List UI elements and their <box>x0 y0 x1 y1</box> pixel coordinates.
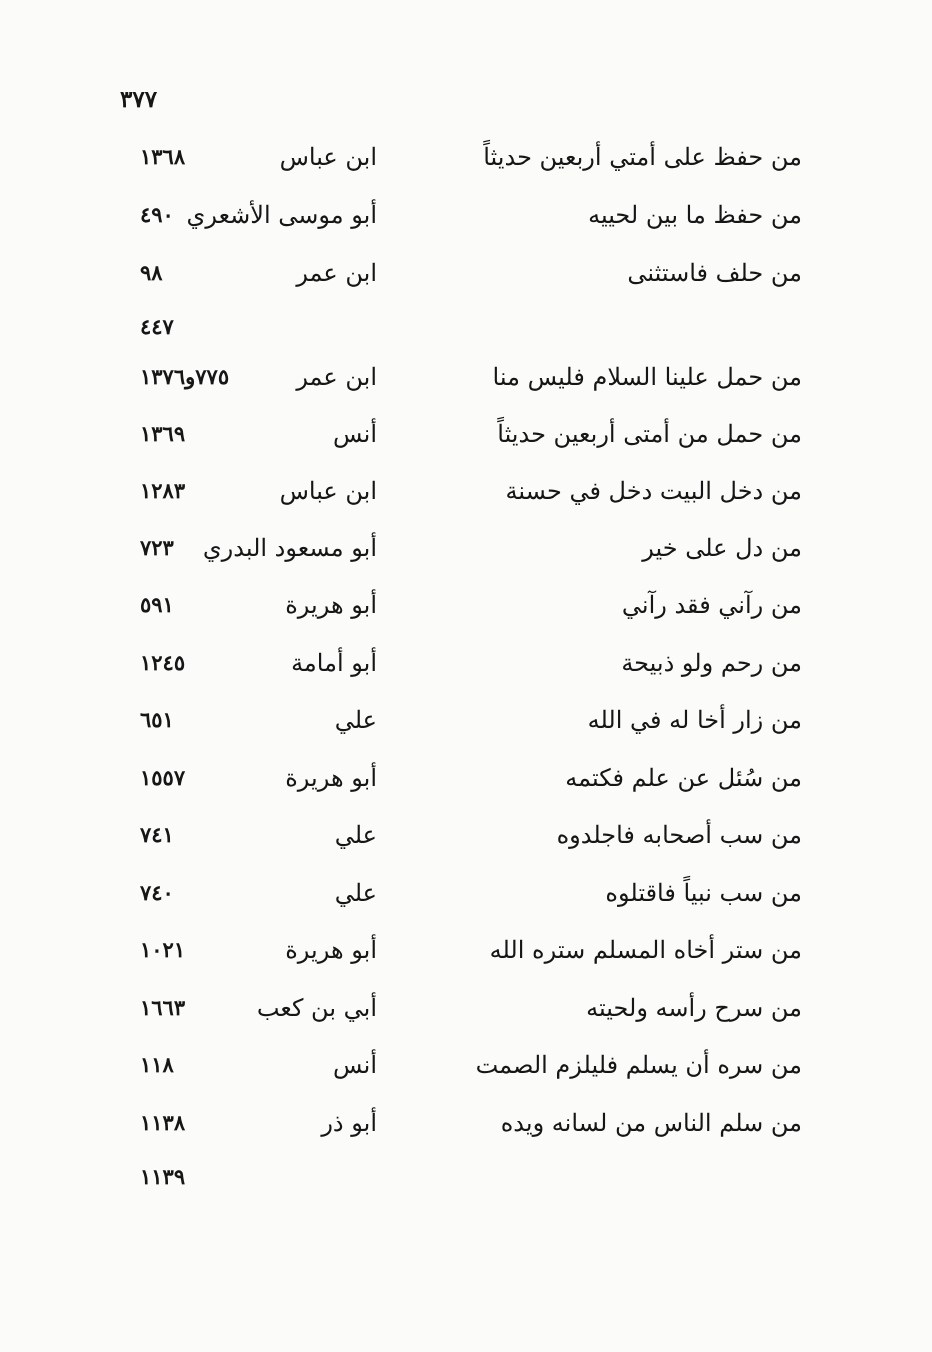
index-entry <box>0 186 932 244</box>
index-entry <box>0 1148 932 1206</box>
index-entry <box>0 864 932 922</box>
hadith-text: من رآني فقد رآني <box>621 591 802 619</box>
reference-number: ١٦٦٣ <box>140 995 186 1020</box>
index-entry <box>0 1094 932 1152</box>
index-entry <box>0 979 932 1037</box>
reference-number: ٧٧٥و١٣٧٦ <box>140 364 230 389</box>
hadith-text: من سلم الناس من لسانه ويده <box>500 1109 802 1137</box>
hadith-text: من دل على خير <box>642 534 802 562</box>
reference-number: ١١٣٨ <box>140 1110 186 1135</box>
index-entry <box>0 576 932 634</box>
hadith-text: من دخل البيت دخل في حسنة <box>505 477 802 505</box>
narrator-name: أبو هريرة <box>285 591 377 619</box>
reference-number: ١٢٤٥ <box>140 650 186 675</box>
reference-number: ١١٨ <box>140 1052 174 1077</box>
index-entry <box>0 691 932 749</box>
index-entry <box>0 634 932 692</box>
hadith-text: من سره أن يسلم فليلزم الصمت <box>475 1051 802 1079</box>
index-entry <box>0 405 932 463</box>
narrator-name: ابن عمر <box>296 363 377 391</box>
hadith-text: من سب نبياً فاقتلوه <box>605 879 802 907</box>
hadith-text: من حمل علينا السلام فليس منا <box>492 363 802 391</box>
narrator-name: أبي بن كعب <box>256 994 377 1022</box>
hadith-text: من حفظ على أمتي أربعين حديثاً <box>483 143 802 171</box>
reference-number: ١٣٦٩ <box>140 421 186 446</box>
reference-number: ٩٨ <box>140 260 163 285</box>
reference-number: ٤٤٧ <box>140 314 174 339</box>
index-entry <box>0 519 932 577</box>
narrator-name: علي <box>334 706 377 734</box>
index-entry <box>0 244 932 302</box>
reference-number: ٧٤١ <box>140 822 174 847</box>
reference-number: ١٥٥٧ <box>140 765 186 790</box>
hadith-text: من ستر أخاه المسلم ستره الله <box>489 936 802 964</box>
index-entry <box>0 348 932 406</box>
hadith-text: من زار أخا له في الله <box>587 706 802 734</box>
reference-number: ١٠٢١ <box>140 937 186 962</box>
reference-number: ٤٩٠ <box>140 202 174 227</box>
narrator-name: أبو هريرة <box>285 936 377 964</box>
hadith-text: من سب أصحابه فاجلدوه <box>556 821 802 849</box>
index-entry <box>0 128 932 186</box>
hadith-text: من سرح رأسه ولحيته <box>586 994 802 1022</box>
reference-number: ٦٥١ <box>140 707 174 732</box>
index-entry <box>0 462 932 520</box>
hadith-text: من سُئل عن علم فكتمه <box>565 764 802 792</box>
reference-number: ٧٤٠ <box>140 880 174 905</box>
hadith-text: من رحم ولو ذبيحة <box>621 649 802 677</box>
narrator-name: أبو هريرة <box>285 764 377 792</box>
hadith-text: من حمل من أمتى أربعين حديثاً <box>497 420 802 448</box>
reference-number: ١٣٦٨ <box>140 144 186 169</box>
narrator-name: أبو أمامة <box>291 649 377 677</box>
narrator-name: أبو ذر <box>321 1109 377 1137</box>
narrator-name: أنس <box>333 420 377 448</box>
reference-number: ٧٢٣ <box>140 535 174 560</box>
reference-number: ٥٩١ <box>140 592 174 617</box>
narrator-name: علي <box>334 821 377 849</box>
narrator-name: أبو مسعود البدري <box>202 534 377 562</box>
narrator-name: ابن عباس <box>279 143 377 171</box>
index-entry <box>0 806 932 864</box>
hadith-text: من حفظ ما بين لحييه <box>588 201 802 229</box>
index-entry <box>0 1036 932 1094</box>
narrator-name: أنس <box>333 1051 377 1079</box>
index-entry <box>0 921 932 979</box>
narrator-name: علي <box>334 879 377 907</box>
reference-number: ١٢٨٣ <box>140 478 186 503</box>
narrator-name: ابن عمر <box>296 259 377 287</box>
page-number: ٣٧٧ <box>120 86 158 113</box>
reference-number: ١١٣٩ <box>140 1164 186 1189</box>
narrator-name: أبو موسى الأشعري <box>186 201 377 229</box>
narrator-name: ابن عباس <box>279 477 377 505</box>
hadith-text: من حلف فاستثنى <box>627 259 802 287</box>
index-entry <box>0 749 932 807</box>
